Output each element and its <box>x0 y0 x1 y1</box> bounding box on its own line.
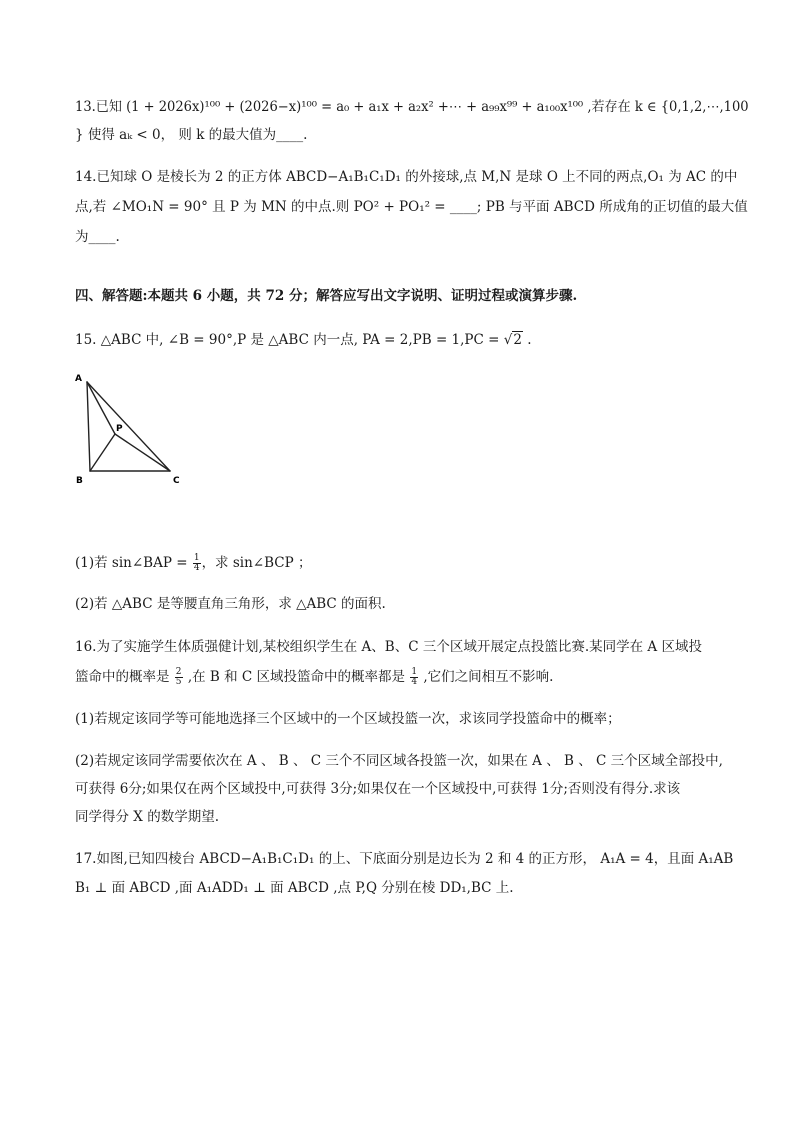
q14-line-3: 为____. <box>75 229 120 245</box>
sqrt-symbol: √2 <box>503 332 522 348</box>
section-heading: 四、解答题:本题共 6 小题，共 72 分；解答应写出文字说明、证明过程或演算步骤. <box>75 288 578 304</box>
label-c: C <box>173 476 180 486</box>
q13-line-2: } 使得 aₖ < 0， 则 k 的最大值为____. <box>75 127 308 143</box>
q15-part1-suffix: ，求 sin∠BCP ； <box>201 555 312 571</box>
q15-stem-prefix: 15. △ABC 中, ∠B = 90°,P 是 △ABC 内一点, PA = 2,PB = 1,PC = <box>75 332 504 348</box>
q15-part-1 <box>75 553 311 573</box>
q16-line-1: 16.为了实施学生体质强健计划,某校组织学生在 A、B、C 三个区域开展定点投篮比赛.某同学在 A 区域投 <box>75 639 702 655</box>
q15-stem-suffix: . <box>522 332 532 348</box>
q16-part-1: (1)若规定该同学等可能地选择三个区域中的一个区域投篮一次，求该同学投篮命中的概率； <box>75 711 621 727</box>
q17-line-2: B₁ ⊥ 面 ABCD ,面 A₁ADD₁ ⊥ 面 ABCD ,点 P,Q 分别在棱 DD₁,BC 上. <box>75 880 514 896</box>
fraction-numerator: 2 <box>175 667 182 677</box>
edge-ab <box>87 382 90 471</box>
fraction-numerator: 1 <box>193 553 200 563</box>
q16-line2-suffix: ,它们之间相互不影响. <box>419 669 554 685</box>
fraction-denominator: 5 <box>175 677 182 687</box>
label-p: P <box>116 424 123 434</box>
label-b: B <box>76 476 83 486</box>
fraction <box>175 668 183 687</box>
q16-part-2-line-1: (2)若规定该同学需要依次在 A 、 B 、 C 三个不同区域各投篮一次，如果在 A 、 B 、 C 三个区域全部投中, <box>75 753 723 769</box>
q15-part-2: (2)若 △ABC 是等腰直角三角形，求 △ABC 的面积. <box>75 596 386 612</box>
fraction-denominator: 4 <box>411 677 418 687</box>
sqrt-radicand: 2 <box>513 332 522 348</box>
q13-line-1: 13.已知 (1 + 2026x)¹⁰⁰ + (2026−x)¹⁰⁰ = a₀ + a₁x + a₂x² +⋯ + a₉₉x⁹⁹ + a₁₀₀x¹⁰⁰ ,若存在 k ∈ {0,1,2,⋯,100 <box>75 99 749 115</box>
q16-part-2-line-3: 同学得分 X 的数学期望. <box>75 809 219 825</box>
fraction <box>410 668 418 687</box>
label-a: A <box>75 374 82 384</box>
q17-line-1: 17.如图,已知四棱台 ABCD−A₁B₁C₁D₁ 的上、下底面分别是边长为 2 和 4 的正方形， A₁A = 4，且面 A₁AB <box>75 851 734 867</box>
fraction-numerator: 1 <box>411 667 418 677</box>
q15-part1-prefix: (1)若 sin∠BAP = <box>75 555 192 571</box>
q16-line-2 <box>75 667 553 687</box>
fraction <box>193 554 201 573</box>
segment-pb <box>90 434 115 471</box>
q16-part-2-line-2: 可获得 6分;如果仅在两个区域投中,可获得 3分;如果仅在一个区域投中,可获得 1分;否则没有得分.求该 <box>75 781 681 797</box>
q14-line-1: 14.已知球 O 是棱长为 2 的正方体 ABCD−A₁B₁C₁D₁ 的外接球,点 M,N 是球 O 上不同的两点,O₁ 为 AC 的中 <box>75 169 738 185</box>
q14-line-2: 点,若 ∠MO₁N = 90° 且 P 为 MN 的中点.则 PO² + PO₁² = ____; PB 与平面 ABCD 所成角的正切值的最大值 <box>75 199 748 215</box>
segment-pc <box>115 434 170 471</box>
fraction-denominator: 4 <box>193 563 200 573</box>
triangle-figure <box>70 368 195 493</box>
q16-line2-mid: ,在 B 和 C 区域投篮命中的概率都是 <box>183 669 410 685</box>
q16-line2-prefix: 篮命中的概率是 <box>75 669 174 685</box>
q15-stem <box>75 330 532 350</box>
